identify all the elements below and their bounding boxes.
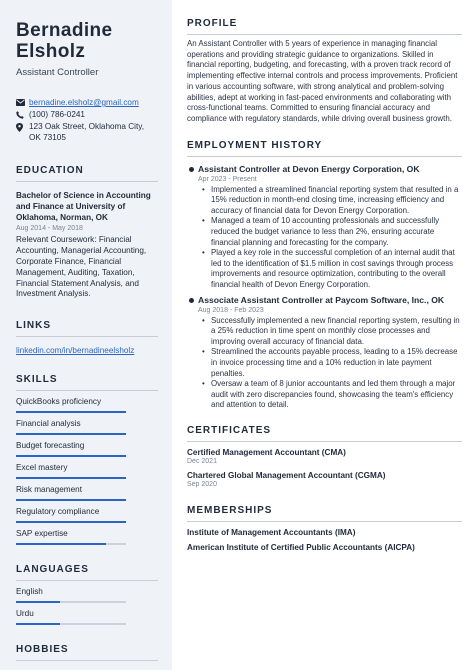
links-section	[16, 320, 158, 355]
skills-heading: SKILLS	[16, 374, 158, 391]
contact-email-row	[16, 98, 158, 109]
memberships-heading: MEMBERSHIPS	[187, 505, 462, 522]
language-entry	[16, 609, 158, 625]
employment-heading: EMPLOYMENT HISTORY	[187, 140, 462, 157]
education-coursework: Relevant Coursework: Financial Accounting, Managerial Accounting, Corporate Finance, Financial Management, Auditing, Taxation, Financial Statement Analysis, and Investment Analysis.	[16, 235, 147, 299]
memberships-list	[187, 528, 462, 552]
skill-level-bar	[16, 433, 126, 435]
language-level-fill	[16, 601, 60, 603]
contact-phone-row	[16, 110, 158, 121]
job-bullets	[198, 185, 462, 291]
hobbies-section	[16, 644, 158, 661]
certificates-list	[187, 448, 462, 488]
membership-item: Institute of Management Accountants (IMA)	[187, 527, 356, 537]
skill-level-fill	[16, 433, 126, 435]
languages-list	[16, 587, 158, 625]
envelope-icon	[16, 98, 29, 106]
certificates-section	[187, 425, 462, 488]
memberships-section	[187, 505, 462, 552]
email-link[interactable]: bernadine.elsholz@gmail.com	[29, 98, 139, 107]
membership-item: American Institute of Certified Public Accountants (AICPA)	[187, 542, 415, 552]
job-entry	[189, 295, 462, 411]
job-title: Associate Assistant Controller at Paycom Software, Inc., OK	[198, 294, 445, 305]
language-level-bar	[16, 623, 126, 625]
skill-level-bar	[16, 499, 126, 501]
job-bullet: • Managed a team of 10 accounting professionals and successfully reduced the budget variance to less than 2%, ensuring accurate financial planning and forecasting for the company.	[198, 216, 462, 248]
job-entry	[189, 164, 462, 291]
name-line-2: Elsholz	[16, 41, 86, 62]
language-name: English	[16, 587, 43, 597]
skill-entry	[16, 529, 158, 545]
skill-entry	[16, 419, 158, 435]
certificate-title: Chartered Global Management Accountant (CGMA)	[187, 470, 386, 480]
profile-summary: An Assistant Controller with 5 years of experience in managing financial operations and providing strategic guidance to organizations. Skilled in financial reporting, budgeting, and forecasting, with a proven track record of implementing effective internal controls and process improvements. Proficient in various accounting software, with strong analytical and problem-solving abilities, adept at working in fast-paced environments and collaborating with cross-functional teams. Committed to ensuring financial accuracy and compliance with regulatory standards, while driving overall business growth.	[187, 39, 458, 123]
certificate-date: Dec 2021	[187, 457, 217, 465]
certificate-title: Certified Management Accountant (CMA)	[187, 447, 346, 457]
candidate-title: Assistant Controller	[16, 67, 99, 78]
skill-entry	[16, 463, 158, 479]
job-bullet: • Streamlined the accounts payable process, leading to a 15% decrease in invoice processing time and a 10% reduction in late payment penalties.	[198, 347, 462, 379]
skill-entry	[16, 485, 158, 501]
skills-list	[16, 397, 158, 545]
education-heading: EDUCATION	[16, 165, 158, 182]
education-dates: Aug 2014 - May 2018	[16, 225, 83, 233]
skills-section	[16, 374, 158, 545]
languages-heading: LANGUAGES	[16, 564, 158, 581]
phone-number: (100) 786-0241	[29, 110, 85, 119]
languages-section	[16, 564, 158, 625]
skill-level-bar	[16, 477, 126, 479]
skill-level-bar	[16, 455, 126, 457]
skill-level-bar	[16, 411, 126, 413]
skill-name: Risk management	[16, 485, 82, 495]
skill-entry	[16, 397, 158, 413]
job-title: Assistant Controller at Devon Energy Corporation, OK	[198, 163, 420, 174]
profile-section	[187, 18, 462, 125]
links-heading: LINKS	[16, 320, 158, 337]
language-level-fill	[16, 623, 60, 625]
hobbies-heading: HOBBIES	[16, 644, 158, 661]
education-degree: Bachelor of Science in Accounting and Finance at University of Oklahoma, Norman, OK	[16, 191, 151, 222]
skill-name: QuickBooks proficiency	[16, 397, 102, 407]
job-bullet: • Successfully implemented a new financial reporting system, resulting in a 25% reduction in time spent on monthly close processes and improving overall accuracy of financial data.	[198, 316, 462, 348]
skill-name: Regulatory compliance	[16, 507, 100, 517]
name-line-1: Bernadine	[16, 20, 113, 41]
job-bullet: • Played a key role in the successful completion of an internal audit that led to the identification of $1.5 million in cost savings through process improvements and resource optimization, contributing to the overall financial health of Devon Energy Corporation.	[198, 248, 462, 290]
skill-level-bar	[16, 543, 126, 545]
contact-address-row	[16, 122, 158, 143]
job-bullet: • Implemented a streamlined financial reporting system that resulted in a 15% reduction in month-end closing time, increasing efficiency and accuracy of financial data for Devon Energy Corporation.	[198, 185, 462, 217]
skill-level-fill	[16, 499, 126, 501]
timeline-dot-icon	[189, 298, 194, 303]
skill-level-bar	[16, 521, 126, 523]
language-entry	[16, 587, 158, 603]
candidate-name	[16, 20, 158, 62]
skill-level-fill	[16, 455, 126, 457]
timeline-dot-icon	[189, 167, 194, 172]
education-section	[16, 165, 158, 300]
location-pin-icon	[16, 122, 29, 132]
address-text: 123 Oak Street, Oklahoma City, OK 73105	[29, 122, 144, 142]
sidebar	[0, 0, 172, 670]
skill-level-fill	[16, 543, 106, 545]
certificate-entry	[187, 471, 462, 488]
profile-heading: PROFILE	[187, 18, 462, 35]
certificate-date: Sep 2020	[187, 480, 217, 488]
employment-section	[187, 140, 462, 411]
skill-level-fill	[16, 521, 126, 523]
skill-entry	[16, 441, 158, 457]
job-bullet: • Oversaw a team of 8 junior accountants and led them through a major audit with zero discrepancies found, showcasing the team's efficiency and attention to detail.	[198, 379, 462, 411]
linkedin-link[interactable]: linkedin.com/in/bernadineelsholz	[16, 346, 135, 356]
jobs-list	[187, 164, 462, 411]
phone-icon	[16, 110, 29, 119]
language-name: Urdu	[16, 609, 34, 619]
skill-name: Financial analysis	[16, 419, 81, 429]
job-bullets	[198, 316, 462, 411]
skill-name: SAP expertise	[16, 529, 68, 539]
job-dates: Aug 2018 - Feb 2023	[198, 306, 264, 314]
skill-name: Excel mastery	[16, 463, 68, 473]
skill-level-fill	[16, 411, 126, 413]
skill-name: Budget forecasting	[16, 441, 85, 451]
language-level-bar	[16, 601, 126, 603]
contact-block	[16, 98, 158, 143]
certificates-heading: CERTIFICATES	[187, 425, 462, 442]
certificate-entry	[187, 448, 462, 465]
skill-level-fill	[16, 477, 126, 479]
job-dates: Apr 2023 - Present	[198, 175, 257, 183]
main-column	[172, 0, 474, 670]
skill-entry	[16, 507, 158, 523]
